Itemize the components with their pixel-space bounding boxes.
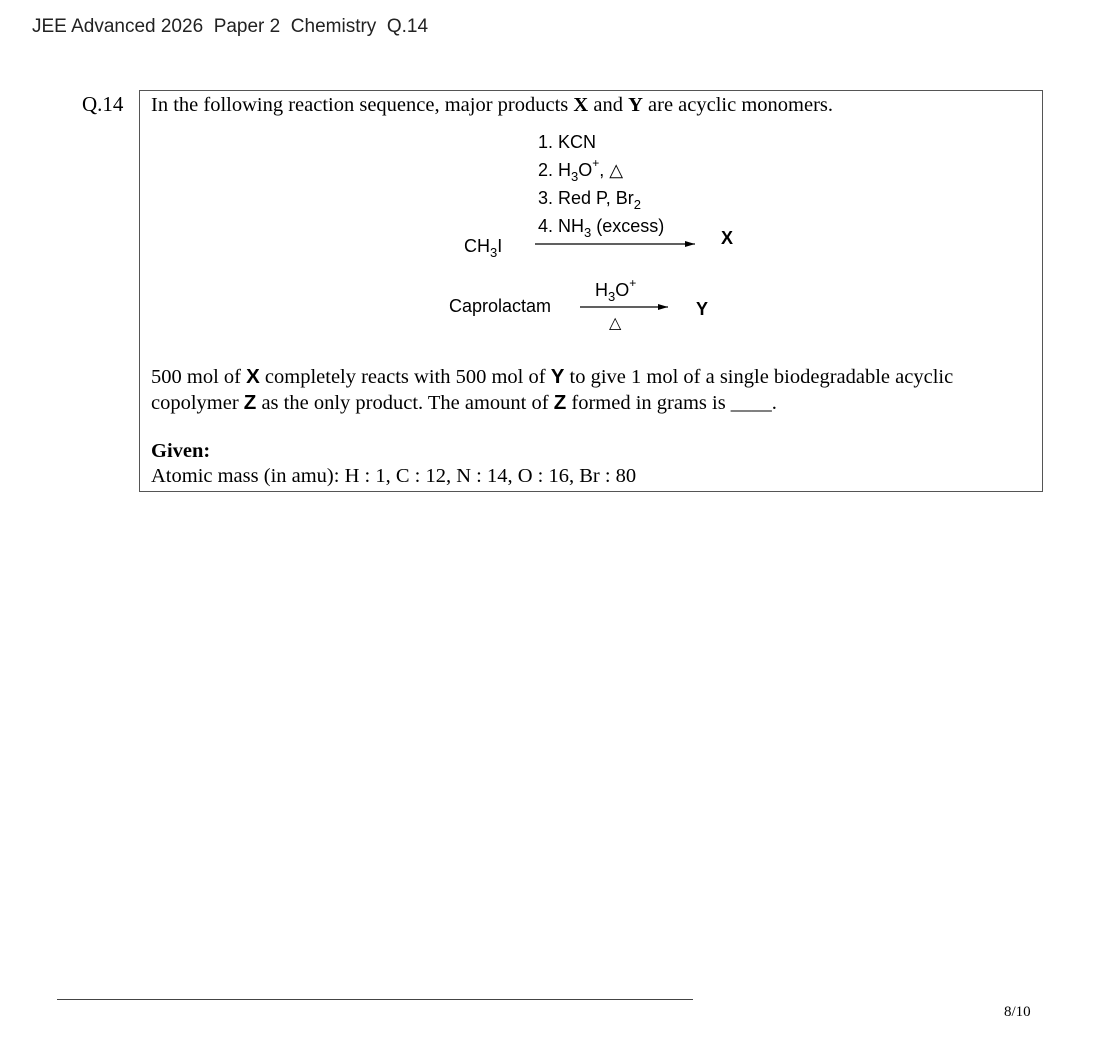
question-paragraph (151, 364, 1031, 416)
para-text: to give 1 mol of a single biodegradable acyclic copolymer (151, 366, 954, 414)
given-label: Given: (151, 440, 211, 462)
reagent-step-3: 3. Red P, $Br_2$ (538, 188, 641, 212)
given-text: Atomic mass (in amu): H : 1, C : 12, N : 14, O : 16, Br : 80 (151, 465, 637, 487)
reagent-h3o: $H_3O^+$ (595, 276, 637, 304)
para-x: X (246, 365, 260, 388)
para-text: formed in grams is ____. (566, 392, 777, 414)
reaction-scheme (140, 91, 1042, 491)
question-number: Q.14 (82, 92, 124, 116)
para-text: as the only product. The amount of (256, 392, 554, 414)
para-y: Y (550, 365, 565, 388)
page-number: 8/10 (1004, 1004, 1031, 1020)
para-z: Z (553, 391, 567, 414)
given-section (151, 439, 636, 489)
para-z: Z (243, 391, 257, 414)
footer-rule (57, 999, 693, 1000)
reactant-ch3i: $CH_3I$ (464, 236, 503, 260)
product-x: X (721, 228, 734, 248)
intro-post: are acyclic monomers. (642, 94, 833, 116)
question-box (139, 90, 1043, 492)
reactant-caprolactam: Caprolactam (449, 296, 552, 316)
heat-symbol: △ (609, 315, 622, 332)
intro-text: In the following reaction sequence, major products (151, 94, 574, 116)
reagent-step-4: 4. $NH_3$ (excess) (538, 216, 665, 240)
intro-x: X (573, 94, 589, 116)
reagent-step-2: 2. $H_3O^+$, △ (538, 156, 624, 184)
intro-y: Y (628, 94, 643, 116)
product-y: Y (696, 299, 709, 319)
para-text: completely reacts with 500 mol of (259, 366, 551, 388)
intro-and: and (588, 94, 629, 116)
page-header: JEE Advanced 2026 Paper 2 Chemistry Q.14 (32, 16, 429, 37)
reagent-step-1: 1. KCN (538, 132, 597, 152)
para-text: 500 mol of (151, 366, 247, 388)
